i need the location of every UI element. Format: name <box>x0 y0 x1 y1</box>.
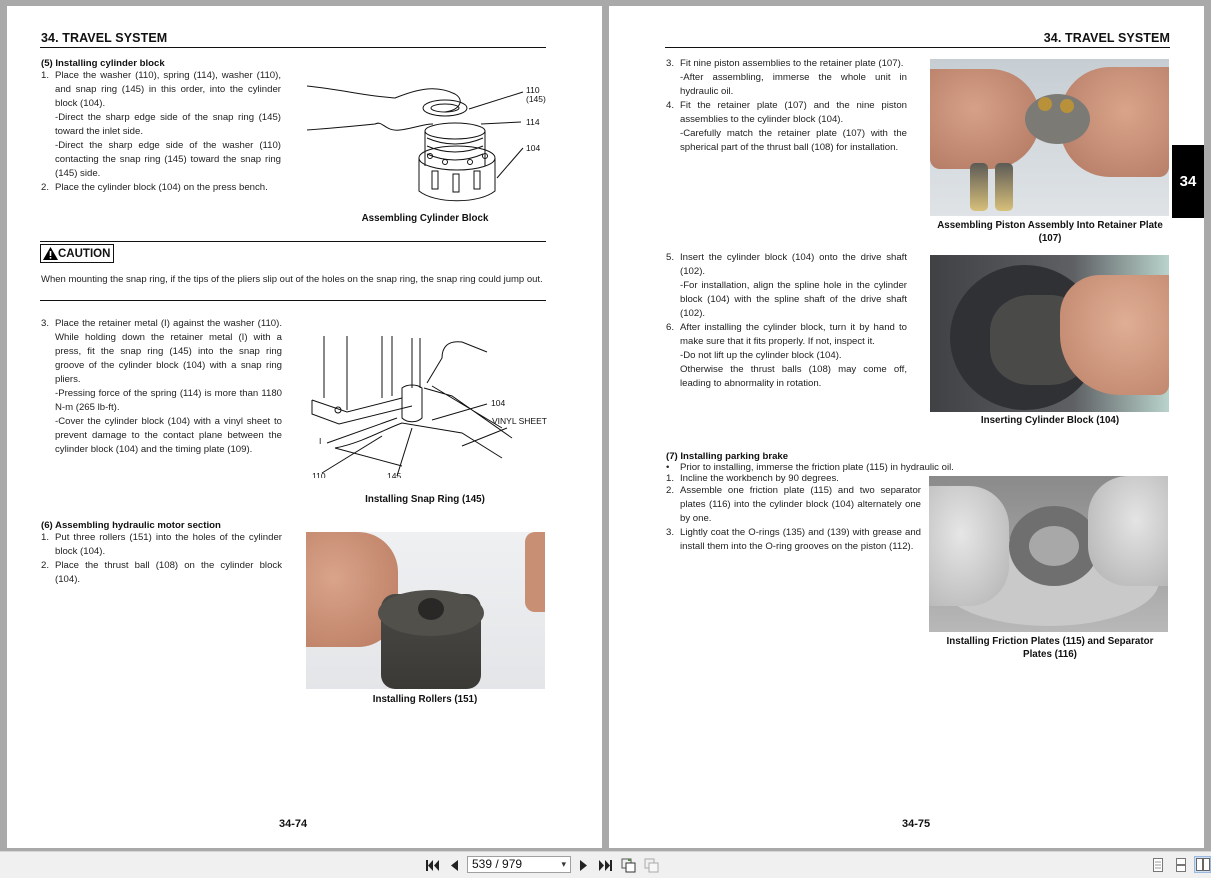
note: -Pressing force of the spring (114) is more than 1180 N-m (265 lb-ft). <box>55 388 282 413</box>
caution-text: When mounting the snap ring, if the tips of the pliers slip out of the holes on the snap ring, the snap ring could jump out. <box>41 274 543 285</box>
two-page-view-button[interactable] <box>1194 856 1211 873</box>
step-2: 2. Place the cylinder block (104) on the press bench. <box>41 182 268 193</box>
first-page-icon <box>426 860 439 871</box>
step-3: 3. Place the retainer metal (I) against the washer (110). While holding down the retainer metal (I) with a press, fit the snap ring (145) into the snap ring groove of the cylinder block (104) with a snap ring pliers. -Pressing force of the spring (114) is more than 1180 N-m (265 lb-ft). -Cover the cylinder block (104) with a vinyl sheet to prevent damage to the contact plane between the cylinder block (104) and the timing plate (109). <box>41 318 282 455</box>
figure-assembling-cylinder-block <box>305 76 555 206</box>
step-1: 1. Place the washer (110), spring (114), washer (110), and snap ring (145) in this order, into the cylinder block (104). <box>41 70 281 109</box>
step-2: 2. Place the thrust ball (108) on the cylinder block (104). <box>41 560 282 585</box>
page-tool-2-button[interactable] <box>643 857 661 873</box>
page-number-input[interactable]: 539 / 979 ▾ <box>467 856 571 873</box>
previous-page-button[interactable] <box>447 857 461 873</box>
figure-installing-snap-ring <box>302 328 552 478</box>
figure-caption: Installing Friction Plates (115) and Separator Plates (116) <box>946 636 1154 660</box>
photo-friction-plates <box>929 476 1168 632</box>
caution-rule-bottom <box>40 300 546 301</box>
page-header: 34. TRAVEL SYSTEM <box>41 31 168 45</box>
step-3: 3. Fit nine piston assemblies to the retainer plate (107). <box>666 58 904 69</box>
note: -Direct the sharp edge side of the washer (110) contacting the snap ring (145) toward the snap ring (145) side. <box>55 140 281 179</box>
header-rule <box>665 47 1170 48</box>
previous-page-icon <box>451 860 458 871</box>
next-page-icon <box>580 860 587 871</box>
step-3: 3. Lightly coat the O-rings (135) and (139) with grease and install them into the O-ring grooves on the piston (112). <box>666 527 921 552</box>
steps-3-4: 3. Fit nine piston assemblies to the retainer plate (107). -After assembling, immerse the whole unit in hydraulic oil. 4. Fit the retainer plate (107) and the nine piston assemblies to the cylinder block (104). -Carefully match the retainer plate (107) with the spherical part of the thrust ball (108) for installation. <box>666 58 907 153</box>
caution-rule-top <box>40 241 546 242</box>
warning-icon <box>43 247 58 260</box>
continuous-page-icon <box>1176 858 1186 872</box>
header-rule <box>40 47 546 48</box>
figure-caption: Assembling Cylinder Block <box>361 213 489 224</box>
step-2: 2. Assemble one friction plate (115) and two separator plates (116) into the cylinder block (104) alternately one by one. <box>666 485 921 524</box>
steps-5-6: 5. Insert the cylinder block (104) onto the drive shaft (102). -For installation, align the spline hole in the cylinder block (104) with the spline shaft of the drive shaft (102). 6. After installing the cylinder block, turn it by hand to make sure that it fits properly. If not, inspect it. -Do not lift up the cylinder block (104). Otherwise the thrust balls (108) may come off, leading to abnormality in rotation. <box>666 252 907 389</box>
step-1: 1. Put three rollers (151) into the holes of the cylinder block (104). <box>41 532 282 557</box>
chapter-tab: 34 <box>1172 145 1204 218</box>
two-page-icon <box>1196 858 1210 871</box>
prep-bullet: • Prior to installing, immerse the friction plate (115) in hydraulic oil. <box>666 462 954 473</box>
step-6: 6. After installing the cylinder block, turn it by hand to make sure that it fits properly. If not, inspect it. <box>666 322 907 347</box>
last-page-icon <box>599 860 612 871</box>
chevron-down-icon[interactable]: ▾ <box>561 859 566 869</box>
callout-vinyl-sheet: VINYL SHEET <box>492 416 547 426</box>
page-copy-icon <box>644 857 660 873</box>
note: -Direct the sharp edge side of the snap ring (145) toward the inlet side. <box>55 112 281 137</box>
continuous-view-button[interactable] <box>1174 857 1188 873</box>
section-6: (6) Assembling hydraulic motor section 1. Put three rollers (151) into the holes of the cylinder block (104). 2. Place the thrust ball (108) on the cylinder block (104). <box>41 520 282 585</box>
section-5 <box>41 58 281 195</box>
step-1: 1. Incline the workbench by 90 degrees. <box>666 473 839 484</box>
next-page-button[interactable] <box>576 857 590 873</box>
callout-104: 104 <box>491 398 506 408</box>
figure-caption: Inserting Cylinder Block (104) <box>980 415 1120 426</box>
page-right <box>609 6 1204 848</box>
single-page-icon <box>1153 858 1163 872</box>
page-header: 34. TRAVEL SYSTEM <box>1043 31 1170 45</box>
single-page-view-button[interactable] <box>1151 857 1165 873</box>
page-tool-1-button[interactable] <box>620 857 638 873</box>
callout-110: 110 (145) <box>526 85 546 104</box>
first-page-button[interactable] <box>424 857 440 873</box>
callout-104: 104 <box>526 143 541 153</box>
step-4: 4. Fit the retainer plate (107) and the nine piston assemblies to the cylinder block (104). <box>666 100 907 125</box>
page-left <box>7 6 602 848</box>
step-5: 5. Insert the cylinder block (104) onto the drive shaft (102). <box>666 252 907 277</box>
section-title: (5) Installing cylinder block <box>41 58 165 69</box>
callout-114: 114 <box>526 117 540 127</box>
photo-piston-assembly <box>930 59 1169 216</box>
note: -Cover the cylinder block (104) with a vinyl sheet to prevent damage to the contact plane between the cylinder block (104) and the timing plate (109). <box>55 416 282 455</box>
caution-label: CAUTION <box>40 244 114 263</box>
figure-caption: Assembling Piston Assembly Into Retainer Plate (107) <box>937 220 1163 244</box>
callout-110: 110 <box>312 471 326 478</box>
page-insert-icon <box>621 857 637 873</box>
callout-i: I <box>319 436 322 446</box>
photo-installing-rollers <box>306 532 545 689</box>
page-number: 34-74 <box>279 818 308 830</box>
last-page-button[interactable] <box>597 857 613 873</box>
section-7: (7) Installing parking brake • Prior to installing, immerse the friction plate (115) in hydraulic oil. 1. Incline the workbench by 90 degrees. 2. Assemble one friction plate (115) and two separator plates (116) into the cylinder block (104) alternately one by one. 3. Lightly coat the O-rings (135) and (139) with grease and install them into the O-ring grooves on the piston (112). <box>666 451 976 554</box>
figure-caption: Installing Rollers (151) <box>372 694 478 705</box>
page-number: 34-75 <box>902 818 931 830</box>
callout-145: 145 <box>387 471 402 478</box>
viewer-toolbar <box>0 851 1211 878</box>
photo-inserting-cylinder-block <box>930 255 1169 412</box>
figure-caption: Installing Snap Ring (145) <box>365 494 485 505</box>
